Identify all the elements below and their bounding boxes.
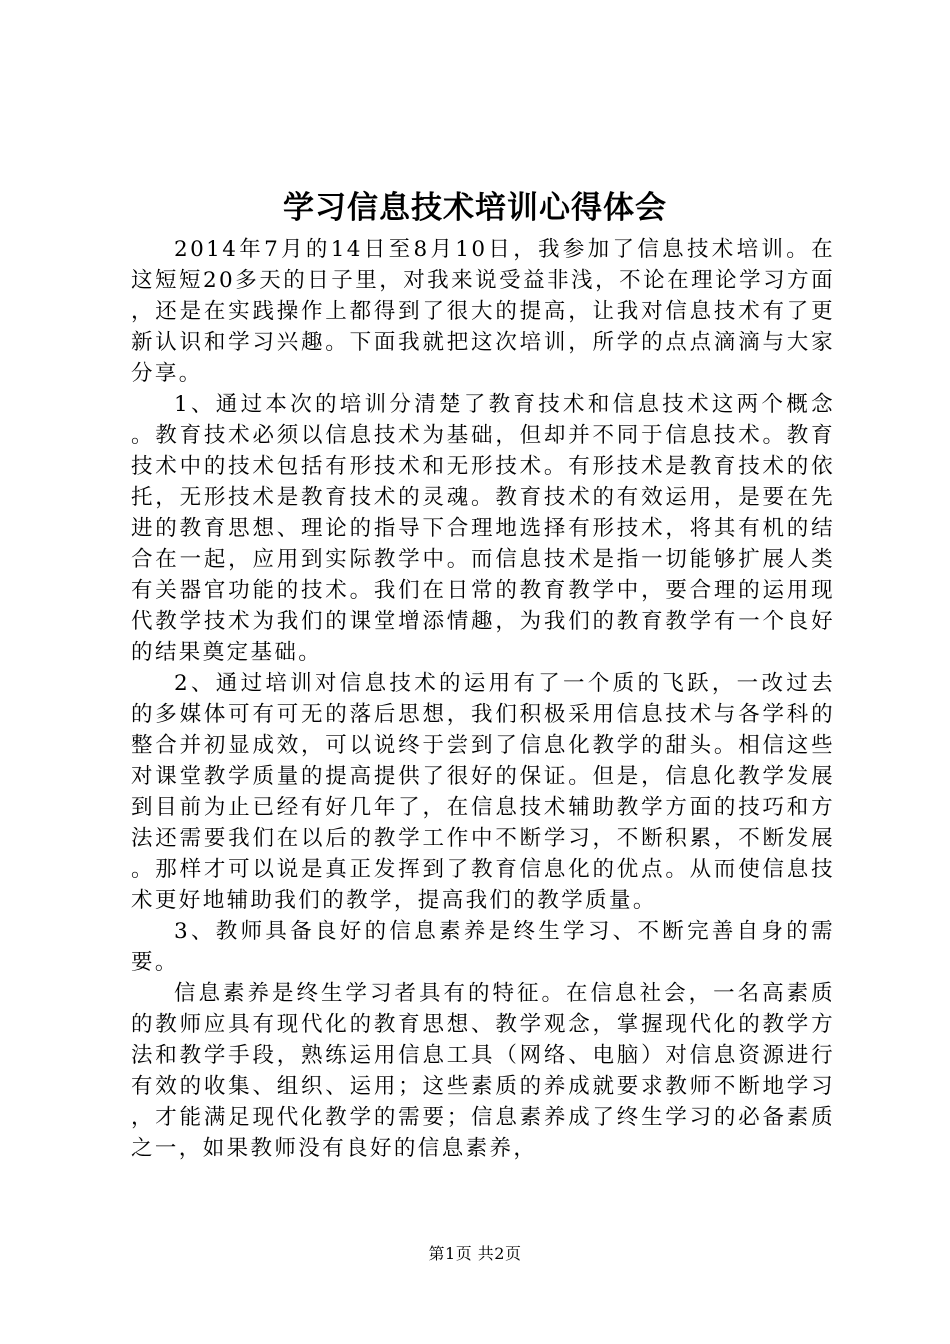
- page-footer: 第1页 共2页: [428, 1244, 522, 1263]
- paragraph-intro: 2014年7月的14日至8月10日，我参加了信息技术培训。在这短短20多天的日子里，对我来说受益非浅，不论在理论学习方面，还是在实践操作上都得到了很大的提高，让我对信息技术有了更新认识和学习兴趣。下面我就把这次培训，所学的点点滴滴与大家分享。: [131, 237, 835, 386]
- paragraph-point-3: 3、教师具备良好的信息素养是终生学习、不断完善自身的需要。: [131, 919, 835, 975]
- paragraph-point-2: 2、通过培训对信息技术的运用有了一个质的飞跃，一改过去的多媒体可有可无的落后思想，我们积极采用信息技术与各学科的整合并初显成效，可以说终于尝到了信息化教学的甜头。相信这些对课堂教学质量的提高提供了很好的保证。但是，信息化教学发展到目前为止已经有好几年了，在信息技术辅助教学方面的技巧和方法还需要我们在以后的教学工作中不断学习，不断积累，不断发展。那样才可以说是真正发挥到了教育信息化的优点。从而使信息技术更好地辅助我们的教学，提高我们的教学质量。: [131, 671, 835, 913]
- document-body: [131, 234, 835, 1164]
- paragraph-point-1: 1、通过本次的培训分清楚了教育技术和信息技术这两个概念。教育技术必须以信息技术为基础，但却并不同于信息技术。教育技术中的技术包括有形技术和无形技术。有形技术是教育技术的依托，无形技术是教育技术的灵魂。教育技术的有效运用，是要在先进的教育思想、理论的指导下合理地选择有形技术，将其有机的结合在一起，应用到实际教学中。而信息技术是指一切能够扩展人类有关器官功能的技术。我们在日常的教育教学中，要合理的运用现代教学技术为我们的课堂增添情趣，为我们的教育教学有一个良好的结果奠定基础。: [131, 392, 835, 665]
- document-title: 学习信息技术培训心得体会: [283, 190, 667, 226]
- paragraph-info-literacy: 信息素养是终生学习者具有的特征。在信息社会，一名高素质的教师应具有现代化的教育思想、教学观念，掌握现代化的教学方法和教学手段，熟练运用信息工具（网络、电脑）对信息资源进行有效的收集、组织、运用；这些素质的养成就要求教师不断地学习，才能满足现代化教学的需要；信息素养成了终生学习的必备素质之一，如果教师没有良好的信息素养，: [131, 981, 835, 1161]
